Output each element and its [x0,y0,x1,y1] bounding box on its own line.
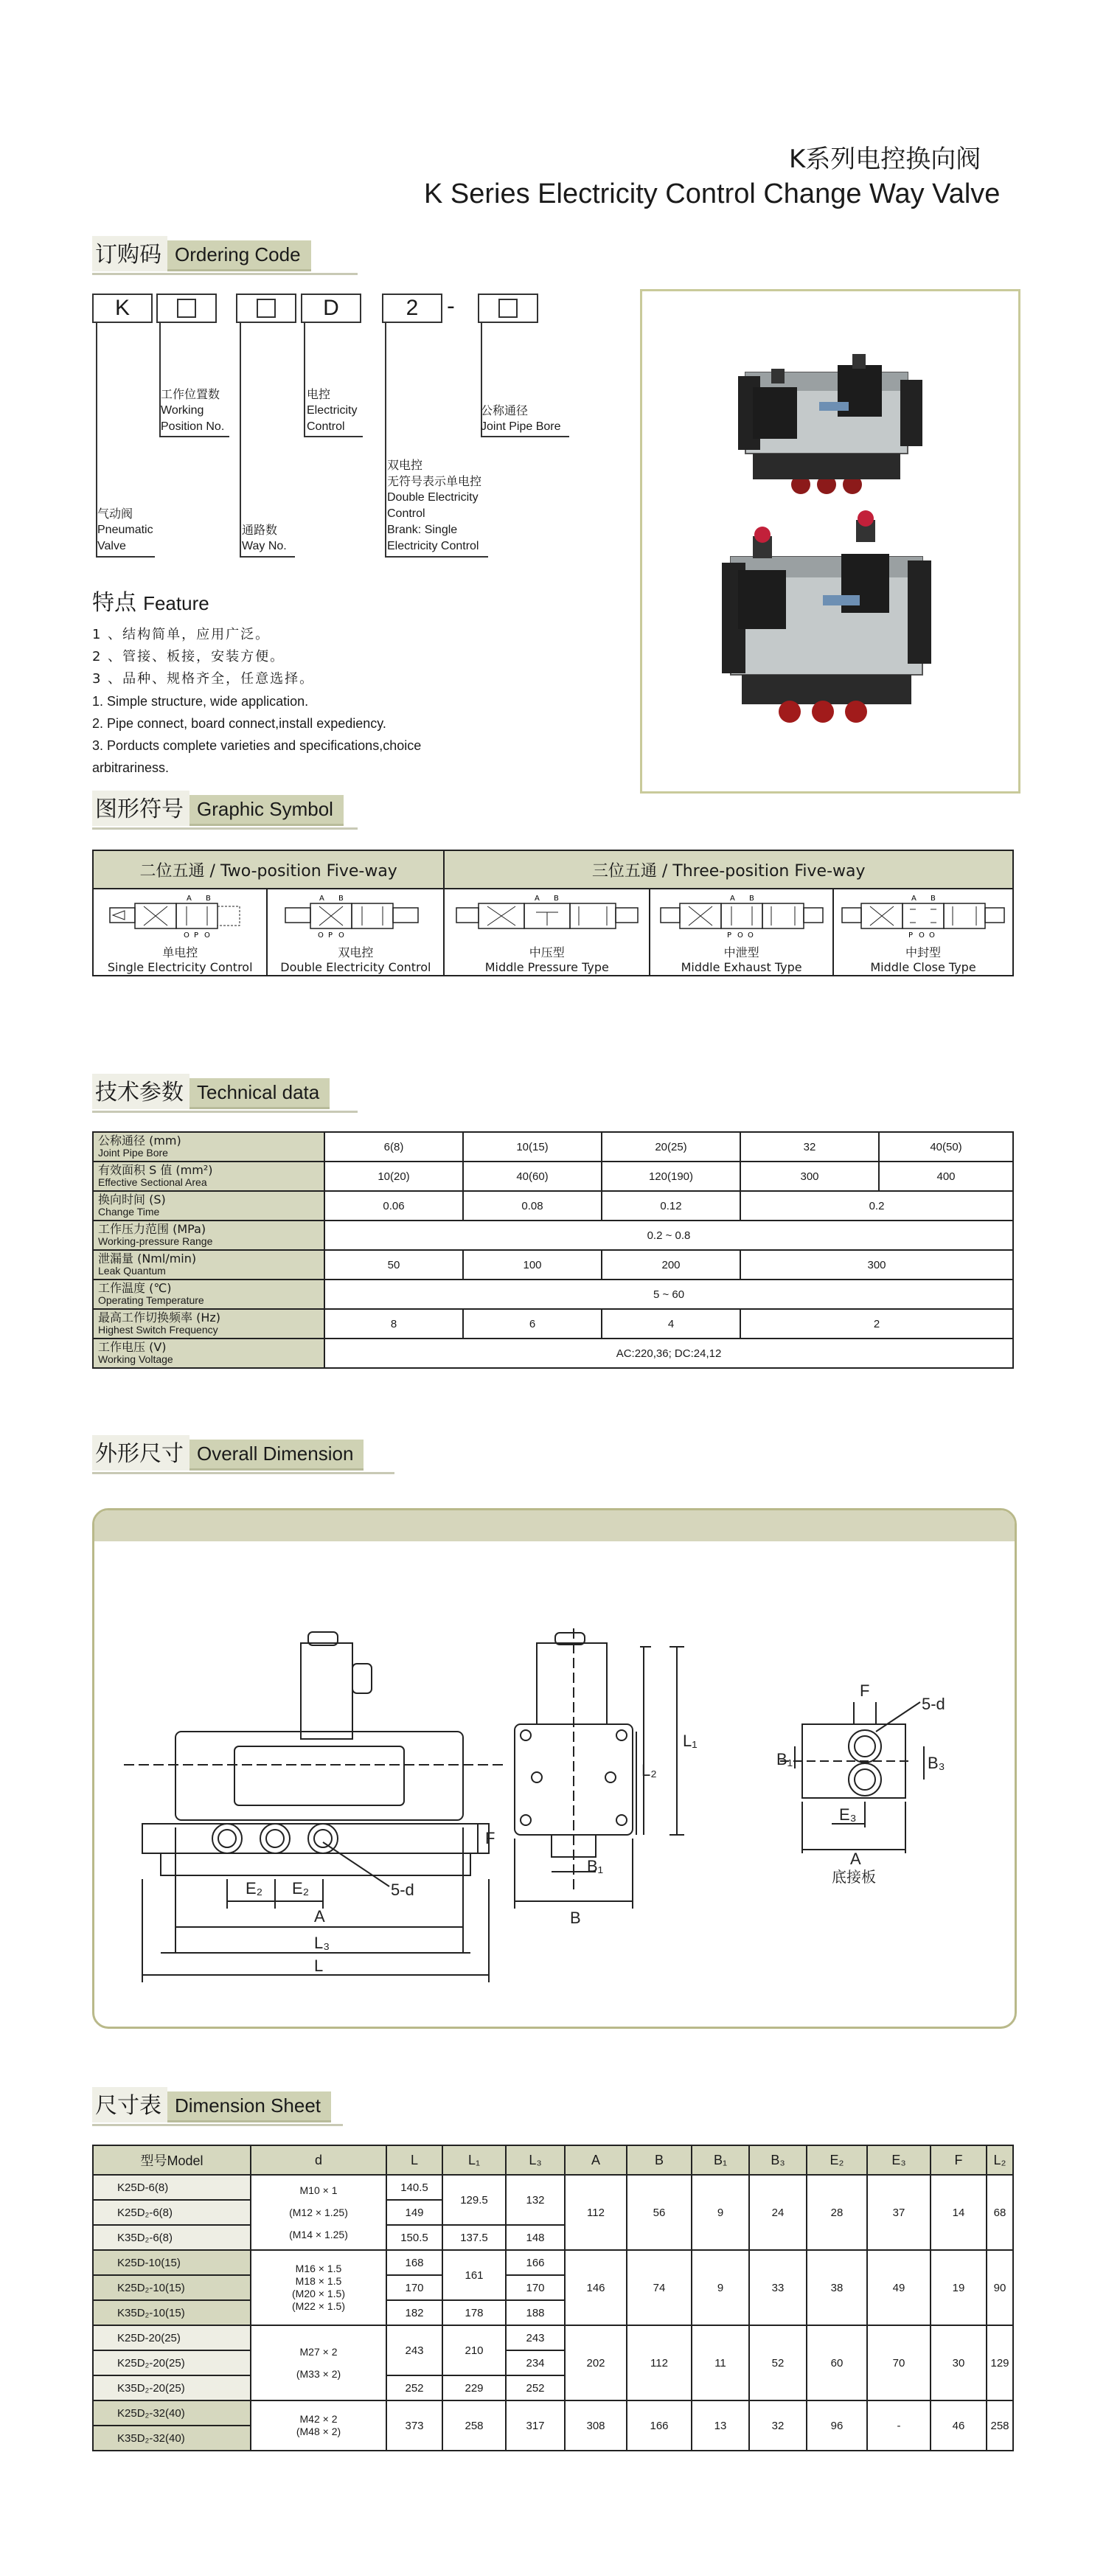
symbol-label-en: Middle Close Type [870,960,976,974]
table-cell: 40(50) [879,1132,1013,1162]
dim-label-e2: E₂ [292,1879,310,1898]
feature-item-cn: 2 、管接、板接，安装方便。 [92,649,285,664]
column-header: F [931,2145,987,2175]
column-header: E₃ [867,2145,931,2175]
dim-label-a-right: A [850,1850,861,1868]
dim-label-b: B [570,1909,581,1927]
dim-label-l: L [314,1957,324,1975]
port-a-letter: A [534,895,540,903]
code-box-k: K [92,294,153,323]
model-cell: K25D-6(8) [93,2175,251,2200]
table-header-row [93,2145,1013,2175]
dimension-sheet-table [92,2145,1014,2451]
table-cell: 120(190) [602,1162,740,1191]
column-header: B₁ [692,2145,749,2175]
symbol-label-en: Single Electricity Control [107,960,253,974]
port-o-letter: O [204,931,211,940]
feature-list [92,624,476,779]
table-cell: 168 [386,2250,442,2275]
table-cell: 300 [740,1162,879,1191]
feature-label-cn: 特点 [92,590,136,616]
column-header: A [565,2145,627,2175]
table-cell: 0.08 [463,1191,602,1221]
table-cell: 24 [749,2175,807,2250]
port-a-letter: A [319,895,325,903]
dim-label-e2: E₂ [246,1879,263,1898]
column-header: L [386,2145,442,2175]
table-cell: 60 [807,2325,867,2400]
table-cell: 5 ~ 60 [324,1280,1013,1309]
d-cell: M42 × 2 (M48 × 2) [251,2400,386,2451]
port-o-letter: O [929,931,935,940]
table-cell: 112 [627,2325,692,2400]
leader-line [159,436,229,437]
table-cell: 40(60) [463,1162,602,1191]
table-row [93,1280,1013,1309]
model-cell: K35D₂-32(40) [93,2426,251,2451]
table-cell: 70 [867,2325,931,2400]
table-cell: - [867,2400,931,2451]
table-cell: 33 [749,2250,807,2325]
table-cell: 243 [386,2325,442,2375]
feature-item-en: 3. Porducts complete varieties and specifications,choice [92,738,422,753]
table-cell: 52 [749,2325,807,2400]
table-cell: 229 [442,2375,506,2400]
graphic-label-en: Graphic Symbol [189,795,344,826]
technical-label-en: Technical data [189,1078,330,1109]
blank-square [177,299,196,318]
table-cell: 30 [931,2325,987,2400]
double-electric-symbol [271,890,440,940]
model-cell: K25D₂-32(40) [93,2400,251,2426]
middle-close-symbol [835,890,1012,940]
label-electricity-control: 电控 Electricity Control [307,387,358,433]
valve-illustration [642,291,1018,791]
port-b-letter: B [553,895,559,903]
table-cell: 0.06 [324,1191,463,1221]
two-position-header: 二位五通 / Two-position Five-way [93,850,444,889]
valve-bottom [722,510,931,723]
port-o-letter: O [338,931,345,940]
d-cell: M27 × 2 (M33 × 2) [251,2325,386,2400]
table-cell: 20(25) [602,1132,740,1162]
feature-heading [92,584,209,617]
technical-data-header [92,1074,330,1109]
leader-line [240,323,241,558]
model-cell: K35D₂-20(25) [93,2375,251,2400]
section-divider [92,1111,358,1113]
table-cell: 243 [506,2325,565,2350]
table-cell: 37 [867,2175,931,2250]
valve-top [738,354,922,494]
column-header: E₂ [807,2145,867,2175]
dim-label-a: A [314,1907,325,1926]
table-cell: 137.5 [442,2225,506,2250]
table-cell: 74 [627,2250,692,2325]
model-cell: K25D-20(25) [93,2325,251,2350]
table-cell: 4 [602,1309,740,1339]
table-cell: 140.5 [386,2175,442,2200]
ordering-code-label-cn: 订购码 [92,236,167,271]
table-cell: 56 [627,2175,692,2250]
feature-label-en: Feature [143,592,209,614]
label-working-position: 工作位置数 Working Position No. [161,387,225,433]
code-box-2: 2 [382,294,442,323]
table-row [93,1339,1013,1368]
symbol-label-cn: 双电控 [338,945,374,959]
port-b-letter: B [748,895,754,903]
port-p-letter: P [726,931,731,940]
table-cell: 49 [867,2250,931,2325]
table-cell: 0.12 [602,1191,740,1221]
feature-item-en: 1. Simple structure, wide application. [92,694,309,709]
overall-dimension-header [92,1435,364,1471]
table-cell: 252 [386,2375,442,2400]
table-cell: 150.5 [386,2225,442,2250]
table-cell: 19 [931,2250,987,2325]
dim-label-5d-right: 5-d [922,1695,945,1713]
table-cell: 300 [740,1250,1013,1280]
middle-pressure-symbol [448,890,647,940]
model-cell: K25D₂-10(15) [93,2275,251,2300]
table-row [93,1162,1013,1191]
column-header: 型号Model [93,2145,251,2175]
port-a-letter: A [911,895,917,903]
table-row [93,1250,1013,1280]
leader-line [240,556,295,558]
symbol-label-en: Middle Exhaust Type [681,960,802,974]
table-row [93,2175,1013,2200]
table-cell: 100 [463,1250,602,1280]
symbol-cell [833,889,1013,976]
ordering-code-label-en: Ordering Code [167,240,311,271]
model-cell: K25D₂-6(8) [93,2200,251,2225]
port-b-letter: B [931,895,936,903]
graphic-label-cn: 图形符号 [92,791,189,826]
row-label: 工作压力范围 (MPa) Working-pressure Range [93,1221,324,1250]
table-row [93,1132,1013,1162]
table-cell: 0.2 [740,1191,1013,1221]
dimension-label-cn: 尺寸表 [92,2087,167,2122]
page-title-cn: K系列电控换向阀 [789,145,981,174]
symbol-label-cn: 中泄型 [723,945,759,959]
table-cell: 0.2 ~ 0.8 [324,1221,1013,1250]
row-label: 工作温度 (℃) Operating Temperature [93,1280,324,1309]
row-label: 最高工作切换频率 (Hz) Highest Switch Frequency [93,1309,324,1339]
port-o-letter: O [184,931,190,940]
label-joint-pipe-bore: 公称通径 Joint Pipe Bore [481,403,561,433]
dimension-drawing-panel [92,1508,1017,2029]
table-cell: 170 [386,2275,442,2300]
section-divider [92,2124,343,2126]
column-header: d [251,2145,386,2175]
table-cell: 317 [506,2400,565,2451]
table-row [93,2325,1013,2350]
column-header: L₁ [442,2145,506,2175]
table-row [93,2250,1013,2275]
base-plate-label: 底接板 [832,1868,876,1886]
table-cell: 146 [565,2250,627,2325]
leader-line [304,436,363,437]
column-header: B [627,2145,692,2175]
dim-label-e3: E₃ [839,1805,857,1824]
model-cell: K25D₂-20(25) [93,2350,251,2375]
table-cell: 68 [987,2175,1013,2250]
table-cell: 308 [565,2400,627,2451]
symbol-cell [93,889,267,976]
code-dash: - [447,294,455,319]
port-o-letter: O [747,931,754,940]
port-o-letter: O [318,931,324,940]
port-p-letter: P [328,931,333,940]
table-row [93,1191,1013,1221]
dim-label-f-right: F [860,1681,870,1700]
table-cell: 9 [692,2250,749,2325]
table-cell: 10(20) [324,1162,463,1191]
leader-line [481,436,569,437]
table-cell: 161 [442,2250,506,2300]
product-photo [640,289,1020,794]
table-cell: 188 [506,2300,565,2325]
row-label: 换向时间 (S) Change Time [93,1191,324,1221]
port-a-letter: A [187,895,192,903]
table-cell: 13 [692,2400,749,2451]
column-header: L₂ [987,2145,1013,2175]
table-cell: 96 [807,2400,867,2451]
symbol-label-cn: 单电控 [162,945,198,959]
graphic-symbol-table [92,850,1014,976]
table-cell: 166 [506,2250,565,2275]
port-b-letter: B [338,895,344,903]
port-o-letter: O [737,931,743,940]
table-cell: 129 [987,2325,1013,2400]
table-cell: 9 [692,2175,749,2250]
table-row [93,1309,1013,1339]
table-cell: 8 [324,1309,463,1339]
symbol-label-cn: 中封型 [905,945,941,959]
table-cell: 6(8) [324,1132,463,1162]
label-double-electricity: 双电控 无符号表示单电控 Double Electricity Control Brank: Single Electricity Control [387,458,482,552]
table-cell: 90 [987,2250,1013,2325]
row-label: 公称通径 (mm) Joint Pipe Bore [93,1132,324,1162]
table-cell: 170 [506,2275,565,2300]
table-cell: 6 [463,1309,602,1339]
table-cell: 200 [602,1250,740,1280]
leader-line [304,323,305,437]
dim-label-5d: 5-d [391,1881,414,1899]
table-cell: 11 [692,2325,749,2400]
table-cell: 32 [749,2400,807,2451]
leader-line [385,556,488,558]
symbol-label-en: Double Electricity Control [280,960,431,974]
feature-item-en: 2. Pipe connect, board connect,install expediency. [92,716,386,731]
technical-label-cn: 技术参数 [92,1074,189,1109]
symbol-label-cn: 中压型 [529,945,565,959]
symbol-cell [444,889,650,976]
table-cell: 112 [565,2175,627,2250]
middle-exhaust-symbol [653,890,830,940]
table-row [93,2400,1013,2426]
d-cell: M16 × 1.5 M18 × 1.5 (M20 × 1.5) (M22 × 1.5) [251,2250,386,2325]
table-cell: 129.5 [442,2175,506,2225]
port-b-letter: B [206,895,212,903]
code-box-bore [478,294,538,323]
dim-label-f: F [485,1829,495,1847]
d-cell: M10 × 1 (M12 × 1.25) (M14 × 1.25) [251,2175,386,2250]
column-header: L₃ [506,2145,565,2175]
dimension-label-en: Dimension Sheet [167,2091,331,2122]
section-divider [92,273,358,275]
port-o-letter: O [919,931,925,940]
table-cell: 202 [565,2325,627,2400]
code-box-way [236,294,296,323]
table-cell: 234 [506,2350,565,2375]
dimension-sheet-header [92,2087,331,2122]
table-cell: 14 [931,2175,987,2250]
leader-line [96,556,155,558]
table-cell: 2 [740,1309,1013,1339]
table-cell: 258 [987,2400,1013,2451]
ordering-code-header [92,236,311,271]
table-cell: 373 [386,2400,442,2451]
table-cell: 252 [506,2375,565,2400]
feature-item-cn: 3 、品种、规格齐全，任意选择。 [92,671,315,687]
port-p-letter: P [194,931,199,940]
table-cell: AC:220,36; DC:24,12 [324,1339,1013,1368]
page-title-en: K Series Electricity Control Change Way Valve [424,178,1001,209]
table-cell: 166 [627,2400,692,2451]
dim-label-b1: B₁ [587,1857,604,1875]
dim-label-l3: L₃ [314,1934,330,1952]
port-p-letter: P [908,931,914,940]
table-row [93,1221,1013,1250]
blank-square [257,299,276,318]
feature-item-cn: 1 、结构简单，应用广泛。 [92,627,271,642]
technical-data-table [92,1131,1014,1369]
table-cell: 149 [386,2200,442,2225]
symbol-label-en: Middle Pressure Type [484,960,609,974]
three-position-header: 三位五通 / Three-position Five-way [444,850,1013,889]
port-a-letter: A [729,895,735,903]
table-cell: 28 [807,2175,867,2250]
symbol-cell [650,889,833,976]
section-divider [92,827,358,830]
feature-item-en: arbitrariness. [92,760,170,775]
leader-line [385,323,386,558]
table-cell: 210 [442,2325,506,2375]
code-box-d: D [301,294,361,323]
dim-label-b3: B₃ [928,1754,945,1772]
table-cell: 50 [324,1250,463,1280]
table-cell: 46 [931,2400,987,2451]
table-cell: 182 [386,2300,442,2325]
model-cell: K35D₂-6(8) [93,2225,251,2250]
overall-label-en: Overall Dimension [189,1440,364,1471]
table-cell: 10(15) [463,1132,602,1162]
table-cell: 32 [740,1132,879,1162]
dim-label-l2: L₂ [641,1761,657,1780]
table-cell: 178 [442,2300,506,2325]
row-label: 泄漏量 (Nml/min) Leak Quantum [93,1250,324,1280]
graphic-symbol-header [92,791,344,826]
dim-label-l1: L₁ [683,1732,698,1750]
table-cell: 132 [506,2175,565,2225]
table-cell: 258 [442,2400,506,2451]
section-divider [92,1472,394,1474]
row-label: 工作电压 (V) Working Voltage [93,1339,324,1368]
overall-label-cn: 外形尺寸 [92,1435,189,1471]
table-cell: 400 [879,1162,1013,1191]
dim-label-b1-right: B₁ [776,1750,793,1768]
label-pneumatic: 气动阀 Pneumatic Valve [97,507,153,552]
table-cell: 148 [506,2225,565,2250]
blank-square [498,299,518,318]
model-cell: K25D-10(15) [93,2250,251,2275]
table-cell: 38 [807,2250,867,2325]
dimension-drawing [94,1510,1015,2027]
model-cell: K35D₂-10(15) [93,2300,251,2325]
code-box-position [156,294,217,323]
symbol-cell [267,889,444,976]
label-way-no: 通路数 Way No. [242,523,287,552]
row-label: 有效面积 S 值 (mm²) Effective Sectional Area [93,1162,324,1191]
column-header: B₃ [749,2145,807,2175]
single-electric-symbol [95,890,265,940]
